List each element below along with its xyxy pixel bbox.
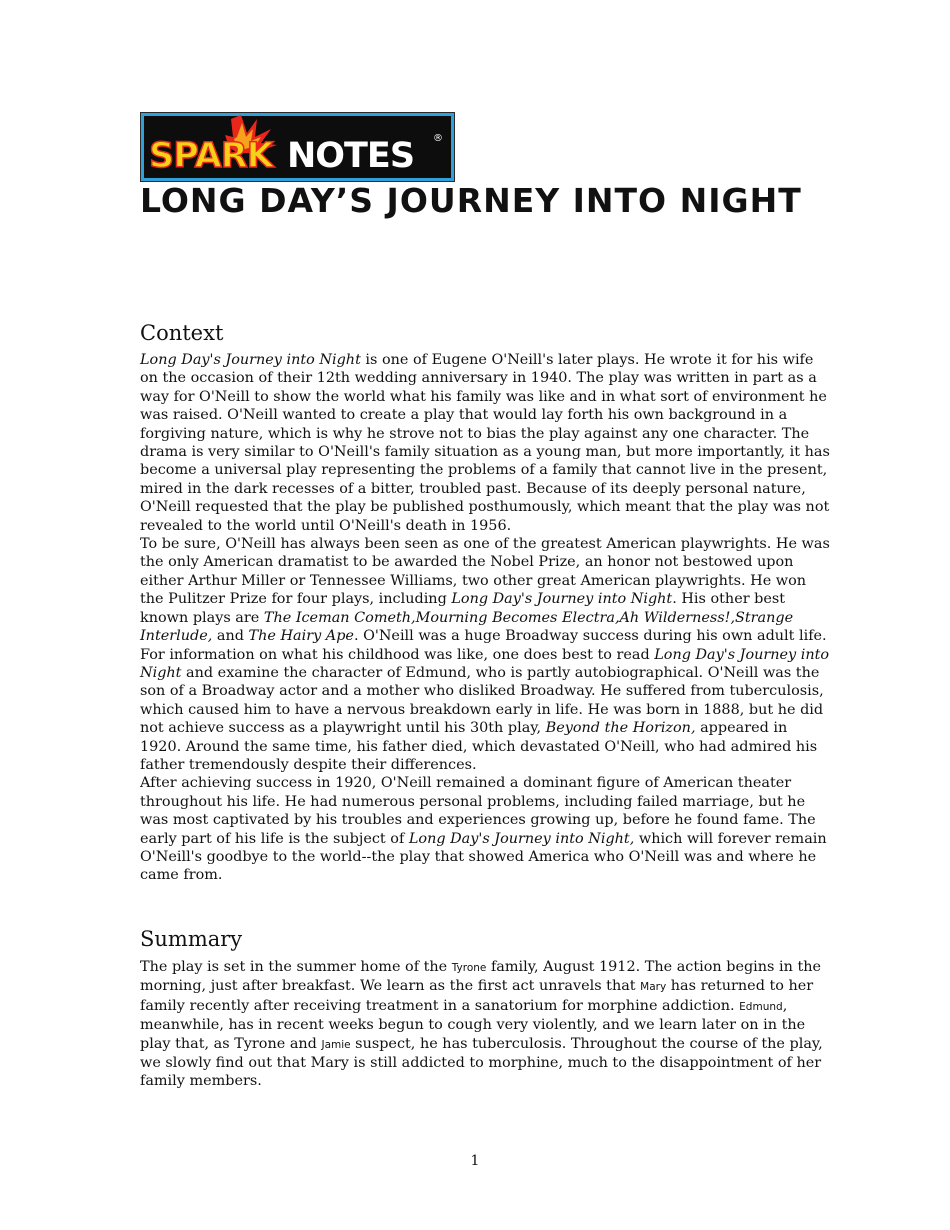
text: To be sure, O'Neill has always been seen as one of the greatest American playwrights. He was the only American dramatist to be awarded the Nobel Prize, an honor not bestowed upon either Arthur Miller or Tennessee Williams, two other great American playwrights. He won the Pulitzer Prize for four plays, including xyxy=(140,536,830,608)
text: suspect, he has tuberculosis. Throughout the course of the play, we slowly find out that Mary is still addicted to morphine, much to the disappointment of her family members. xyxy=(140,1035,823,1090)
text: has returned to her family recently after receiving treatment in a sanatorium for morphine addiction. xyxy=(140,978,814,1014)
text: and examine the character of Edmund, who is partly autobiographical. O'Neill was the son of a Broadway actor and a mother who disliked Broadway. He suffered from tuberculosis, which caused him to have a nervous breakdown early in life. He was born in 1888, but he did not achieve success as a playwright until his 30th play, xyxy=(140,664,824,737)
context-paragraph-1 xyxy=(140,351,830,535)
context-paragraph-3 xyxy=(140,774,830,884)
character-name: Tyrone xyxy=(451,962,487,974)
summary-paragraph xyxy=(140,958,830,1091)
play-title: Beyond the Horizon, xyxy=(545,720,696,737)
play-title: Long Day's Journey into Night xyxy=(140,646,830,681)
play-title: Long Day's Journey into Night xyxy=(140,352,361,368)
logo-notes-text: NOTES xyxy=(287,136,415,176)
text: family, August 1912. The action begins in the morning, just after breakfast. We learn as the first act unravels that xyxy=(140,959,822,995)
play-title: Long Day's Journey into Night xyxy=(451,591,673,608)
context-paragraph-2 xyxy=(140,535,830,774)
summary-heading: Summary xyxy=(140,927,243,951)
trademark-symbol: ® xyxy=(433,133,443,144)
logo-spark-text: SPARK xyxy=(149,136,273,176)
text: . His other best known plays are xyxy=(140,591,786,626)
document-title: LONG DAY’S JOURNEY INTO NIGHT xyxy=(140,181,802,220)
text: The play is set in the summer home of the xyxy=(140,959,452,975)
sparknotes-logo xyxy=(140,112,455,182)
context-heading: Context xyxy=(140,321,224,345)
play-title: The Hairy Ape xyxy=(248,628,354,645)
play-title: Long Day's Journey into Night, xyxy=(408,830,635,847)
text: . O'Neill was a huge Broadway success during his own adult life. For information on what his childhood was like, one does best to read xyxy=(140,628,827,663)
text: is one of Eugene O'Neill's later plays. He wrote it for his wife on the occasion of their 12th wedding anniversary in 1940. The play was written in part as a way for O'Neill to show the world what his family was like and in what sort of environment he was raised. O'Neill wanted to create a play that would lay forth his own background in a forgiving nature, which is why he strove not to bias the play against any one character. The drama is very similar to O'Neill's family situation as a young man, but more importantly, it has become a universal play representing the problems of a family that cannot live in the present, mired in the dark recesses of a bitter, troubled past. Because of its deeply personal nature, O'Neill requested that the play be published posthumously, which meant that the play was not revealed to the world until O'Neill's death in 1956. xyxy=(140,352,830,534)
character-name: Edmund xyxy=(739,1000,783,1013)
page-number: 1 xyxy=(470,1153,480,1169)
sparknotes-logo-graphic xyxy=(141,113,454,181)
character-name: Jamie xyxy=(321,1038,351,1051)
summary-section xyxy=(140,958,830,1091)
play-title: The Iceman Cometh,Mourning Becomes Electra,Ah Wilderness!,Strange Interlude, xyxy=(140,609,794,645)
text: and xyxy=(212,628,249,645)
text: appeared in 1920. Around the same time, his father died, which devastated O'Neill, who had admired his father tremendously despite their differences. xyxy=(140,720,818,773)
text: After achieving success in 1920, O'Neill remained a dominant figure of American theater throughout his life. He had numerous personal problems, including failed marriage, but he was most captivated by his troubles and experiences growing up, before he found fame. The early part of his life is the subject of xyxy=(140,775,816,847)
character-name: Mary xyxy=(640,981,667,994)
context-section xyxy=(140,351,830,885)
text: which will forever remain O'Neill's goodbye to the world--the play that showed America who O'Neill was and where he came from. xyxy=(140,830,827,884)
text: , meanwhile, has in recent weeks begun to cough very violently, and we learn later on in the play that, as Tyrone and xyxy=(140,997,806,1052)
